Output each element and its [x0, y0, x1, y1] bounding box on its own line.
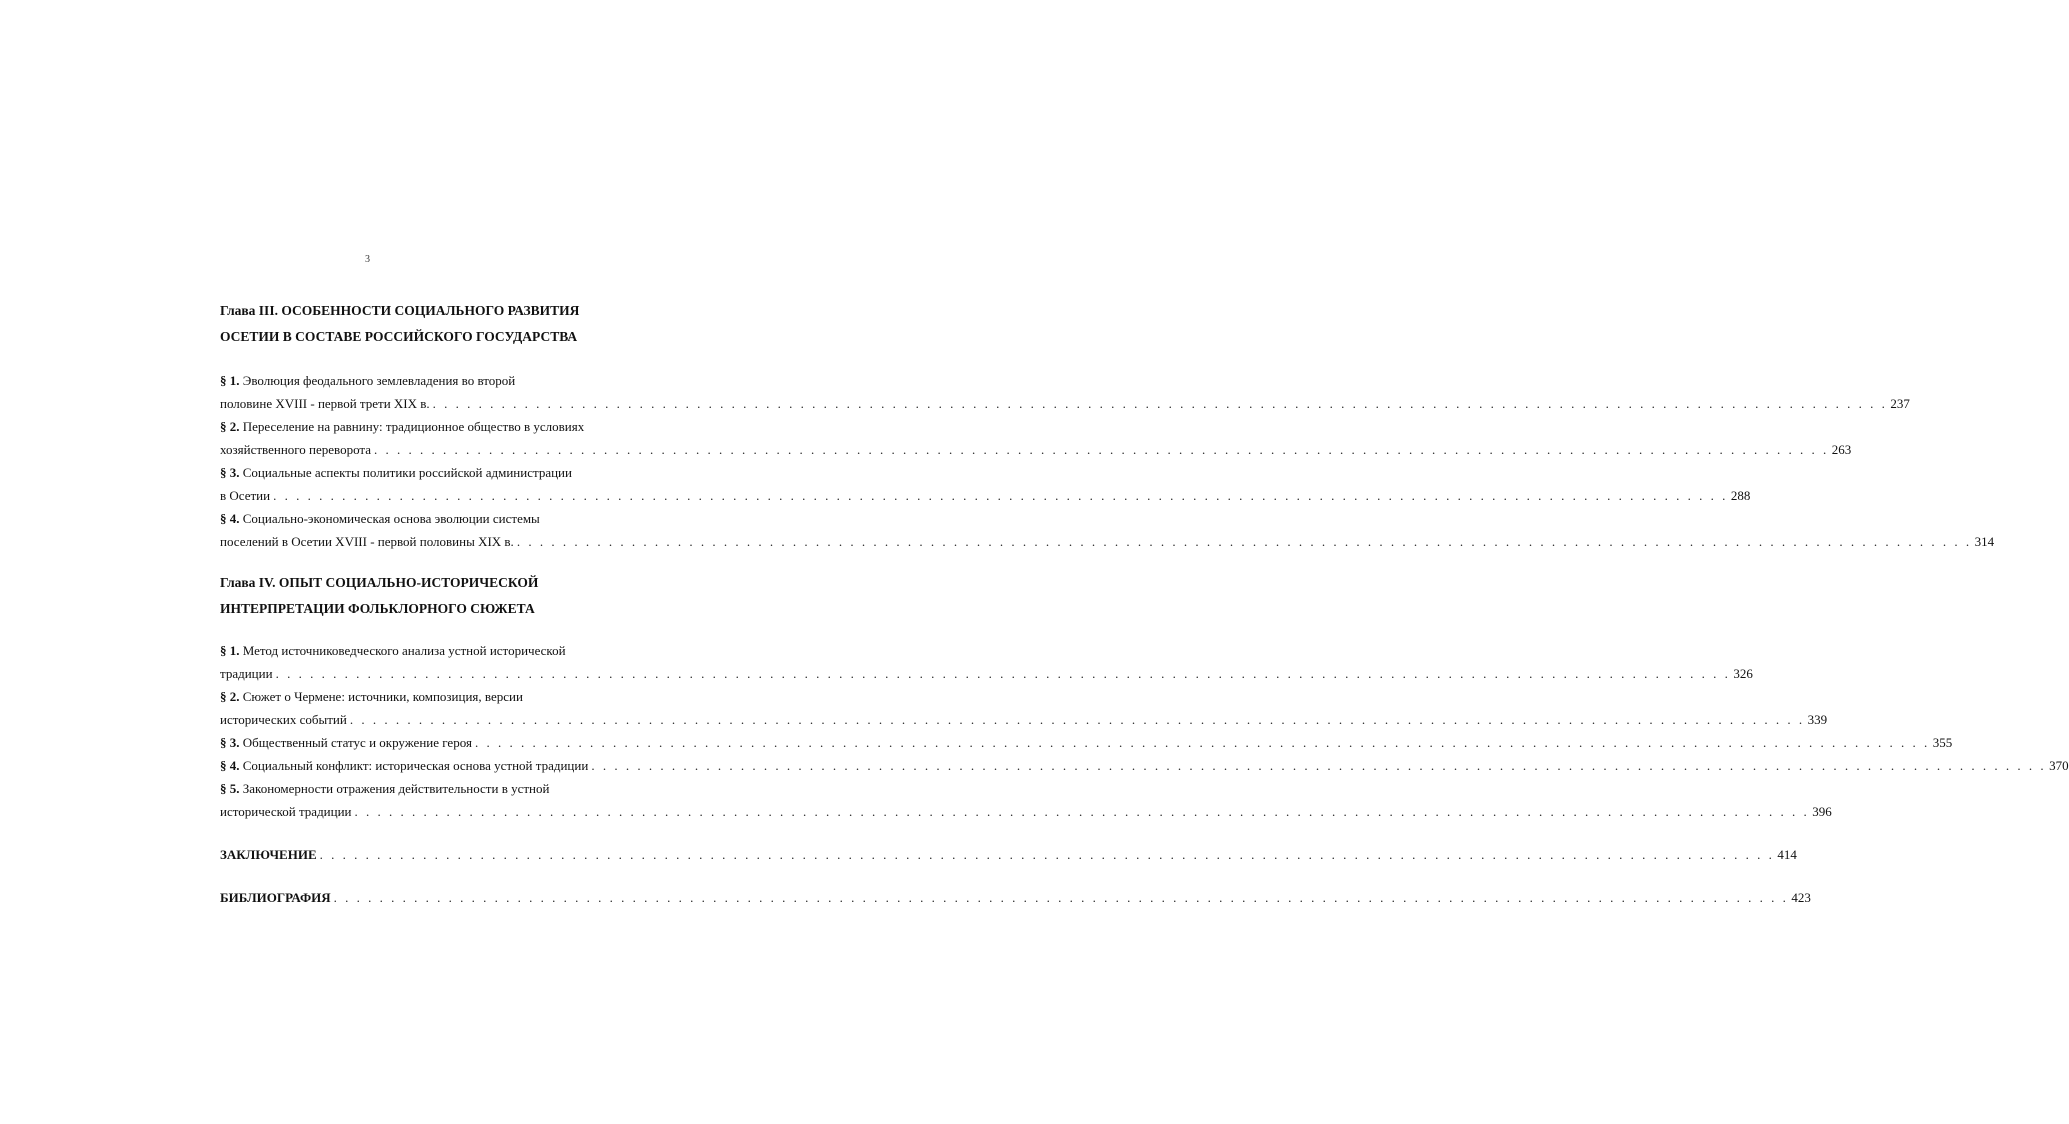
- section-entry: [220, 415, 1852, 461]
- section-title: Социальные аспекты политики российской администрации: [242, 465, 572, 480]
- section-entry: [220, 507, 1995, 553]
- bibliography-label: БИБЛИОГРАФИЯ: [220, 890, 331, 905]
- page-ref: 396: [1812, 804, 1832, 819]
- bibliography-entry: [220, 886, 1811, 909]
- section-title-continued: в Осетии: [220, 488, 271, 503]
- section-title-continued: хозяйственного переворота: [220, 442, 372, 457]
- dot-leader: [517, 534, 1972, 549]
- section-entry: [220, 777, 1832, 823]
- section-number: § 3.: [220, 735, 240, 750]
- chapter-title-line: ИНТЕРПРЕТАЦИИ ФОЛЬКЛОРНОГО СЮЖЕТА: [220, 601, 535, 616]
- section-number: § 4.: [220, 511, 240, 526]
- section-title-continued: исторической традиции: [220, 804, 352, 819]
- dot-leader: [475, 735, 1930, 750]
- page-number: 3: [365, 254, 370, 265]
- chapter-title-line: ОСЕТИИ В СОСТАВЕ РОССИЙСКОГО ГОСУДАРСТВА: [220, 329, 578, 344]
- section-entry: [220, 754, 2069, 777]
- chapter-title-line: Глава III. ОСОБЕННОСТИ СОЦИАЛЬНОГО РАЗВИТИЯ: [220, 303, 580, 318]
- section-entry: [220, 731, 1953, 754]
- dot-leader: [320, 843, 1775, 866]
- section-title: Сюжет о Чермене: источники, композиция, версии: [242, 689, 523, 704]
- section-entry: [220, 461, 1751, 507]
- section-number: § 1.: [220, 373, 240, 388]
- section-title-continued: традиции: [220, 666, 273, 681]
- dot-leader: [591, 758, 2046, 773]
- section-entry: [220, 369, 1910, 415]
- section-title-continued: половине XVIII - первой трети XIX в.: [220, 396, 430, 411]
- dot-leader: [350, 712, 1805, 727]
- page-ref: 355: [1932, 735, 1953, 750]
- page-ref: 414: [1777, 847, 1797, 862]
- chapter-title: [220, 298, 579, 350]
- section-title: Закономерности отражения действительности в устной: [242, 781, 550, 796]
- dot-leader: [433, 396, 1888, 411]
- section-title-continued: исторических событий: [220, 712, 347, 727]
- dot-leader: [334, 886, 1789, 909]
- section-entry: [220, 639, 1753, 685]
- page-ref: 339: [1807, 712, 1828, 727]
- section-title: Социальный конфликт: историческая основа устной традиции: [242, 758, 589, 773]
- section-number: § 5.: [220, 781, 240, 796]
- section-number: § 2.: [220, 689, 240, 704]
- dot-leader: [374, 442, 1829, 457]
- page-ref: 237: [1890, 396, 1910, 411]
- section-title: Эволюция феодального землевладения во второй: [242, 373, 516, 388]
- dot-leader: [273, 488, 1728, 503]
- chapter-title-line: Глава IV. ОПЫТ СОЦИАЛЬНО-ИСТОРИЧЕСКОЙ: [220, 575, 539, 590]
- page-ref: 326: [1733, 666, 1753, 681]
- dot-leader: [355, 804, 1810, 819]
- page-ref: 370: [2049, 758, 2069, 773]
- section-title: Общественный статус и окружение героя: [242, 735, 472, 750]
- section-title: Метод источниковедческого анализа устной исторической: [242, 643, 566, 658]
- section-title: Переселение на равнину: традиционное общество в условиях: [242, 419, 585, 434]
- section-number: § 1.: [220, 643, 240, 658]
- conclusion-label: ЗАКЛЮЧЕНИЕ: [220, 847, 317, 862]
- section-number: § 2.: [220, 419, 240, 434]
- section-number: § 4.: [220, 758, 240, 773]
- section-title-continued: поселений в Осетии XVIII - первой половины XIX в.: [220, 534, 514, 549]
- chapter-title: [220, 570, 538, 622]
- dot-leader: [276, 666, 1731, 681]
- page-ref: 423: [1791, 890, 1811, 905]
- section-title: Социально-экономическая основа эволюции системы: [242, 511, 540, 526]
- page-ref: 288: [1730, 488, 1751, 503]
- page-ref: 263: [1831, 442, 1852, 457]
- conclusion-entry: [220, 843, 1797, 866]
- page-ref: 314: [1974, 534, 1995, 549]
- section-entry: [220, 685, 1828, 731]
- section-number: § 3.: [220, 465, 240, 480]
